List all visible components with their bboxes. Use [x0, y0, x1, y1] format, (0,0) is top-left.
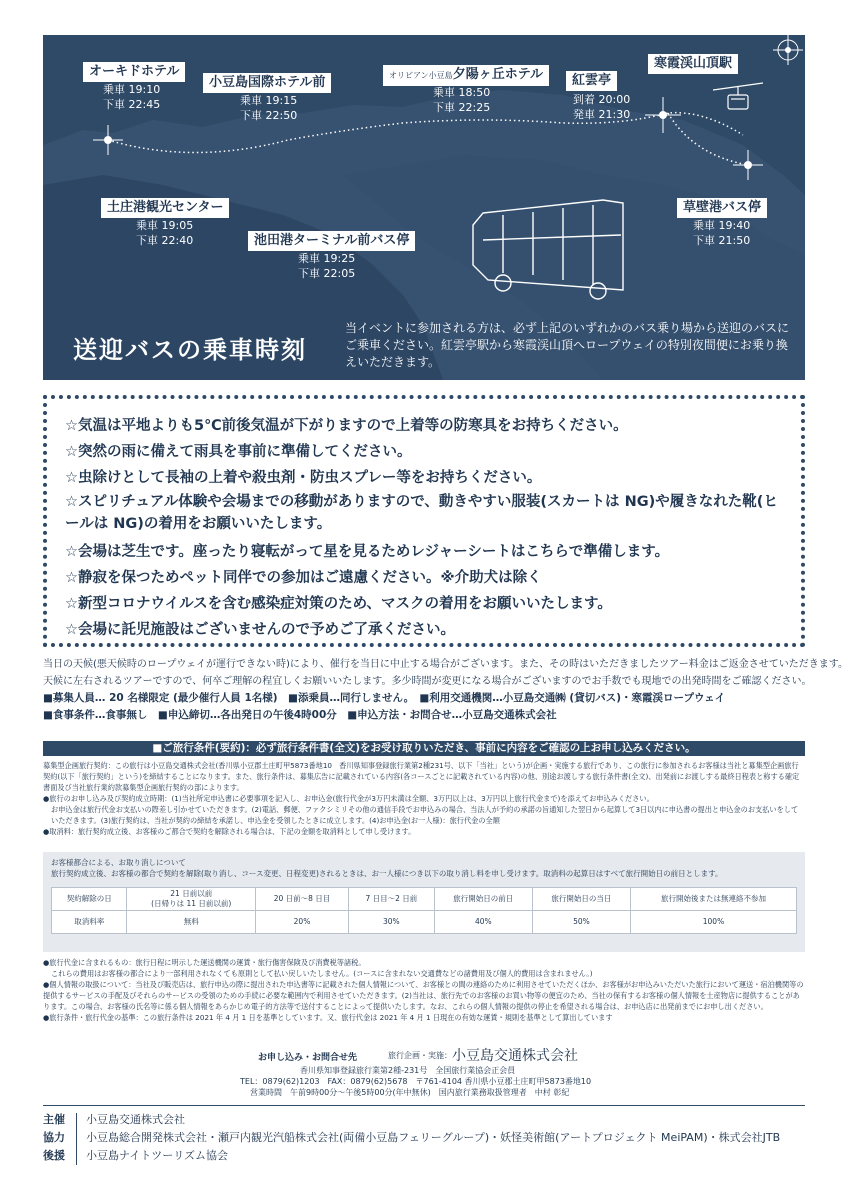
table-cell: 30% [348, 911, 434, 934]
table-cell: 旅行開始日の前日 [434, 888, 532, 911]
info-line-recruit: ■募集人員… 20 名様限定 (最少催行人員 1名様) ■添乗員…同行しません。 ■利用交通機関…小豆島交通㈱ (貸切バス)・寒霞渓ロープウェイ [43, 692, 726, 704]
note-item: ☆スピリチュアル体験や会場までの移動がありますので、動きやすい服装(スカートは NG)や履きなれた靴(ヒールは NG)の着用をお願いいたします。 [65, 494, 778, 532]
note-item: ☆突然の雨に備えて雨具を事前に準備してください。 [65, 444, 412, 460]
contact-company: 小豆島交通株式会社 [452, 1048, 578, 1064]
table-cell: 無料 [127, 911, 256, 934]
table-cell: 旅行開始後または無連絡不参加 [630, 888, 796, 911]
ropeway-icon [713, 83, 763, 109]
table-row [52, 888, 797, 911]
stop-times-yuhigaoka: 乗車 18:50 下車 22:25 [433, 86, 491, 114]
contact-tel: TEL：0879(62)1203 FAX：0879(62)5678 〒761-4104 香川県小豆郡土庄町甲5873番地10 [240, 1077, 592, 1086]
stop-name-tonosho: 土庄港観光センター [101, 198, 229, 218]
note-item: ☆会場に託児施設はございませんので予めご了承ください。 [65, 622, 455, 638]
stop-times-kokusai: 乗車 19:15 下車 22:50 [240, 94, 298, 122]
table-cell: 40% [434, 911, 532, 934]
stop-times-kounteitei: 到着 20:00 発車 21:30 [573, 93, 631, 121]
host-text: 小豆島交通株式会社 [86, 1113, 185, 1126]
stop-name-orchid: オーキドホテル [83, 62, 185, 82]
note-item: ☆虫除けとして長袖の上着や殺虫剤・防虫スプレー等をお持ちください。 [65, 470, 542, 486]
cancellation-table [51, 887, 797, 934]
table-cell: 100% [630, 911, 796, 934]
table-cell: 20% [256, 911, 349, 934]
conditions-header: ■ご旅行条件(要約)：必ず旅行条件書(全文)をお受け取りいただき、事前に内容をご確認の上お申し込みください。 [43, 741, 805, 756]
table-cell: 取消料率 [52, 911, 127, 934]
stop-times-orchid: 乗車 19:10 下車 22:45 [103, 83, 161, 111]
host-label: 主催 [43, 1113, 65, 1126]
table-cell: 7 日目～2 日前 [348, 888, 434, 911]
map-title: 送迎バスの乗車時刻 [73, 336, 307, 364]
note-item: ☆静寂を保つためペット同伴での参加はご遠慮ください。※介助犬は除く [65, 570, 542, 586]
stop-name-kokusai: 小豆島国際ホテル前 [203, 73, 331, 93]
coop-label: 協力 [43, 1131, 65, 1144]
stop-times-kusakabe: 乗車 19:40 下車 21:50 [693, 219, 751, 247]
stop-name-ikeda: 池田港ターミナル前バス停 [248, 231, 415, 251]
contact-inquiry-label: お申し込み・お問合せ先 [258, 1053, 358, 1063]
stop-name-kankakei: 寒霞渓山頂駅 [648, 54, 738, 74]
stop-name-kounteitei: 紅雲亭 [566, 71, 617, 91]
conditions-text-2: ●旅行代金に含まれるもの：旅行日程に明示した運送機関の運賃・旅行傷害保険及び消費税等諸税。 これらの費用はお客様の都合により一部利用されなくても原則として払い戻しいたしません。(コースに含まれない交通費などの諸費用及び個人的費用は含まれません。) ●個人情報の取扱について：当社及び販売店は、旅行申込の際に提出された申込書等に記載された個人情報について、お客様との間の連絡のために利用させていただくほか、お客様がお申込みいただいた旅行において運送・宿泊機関等の提供するサービスの手配及びそれらのサービスの受領のための手続に必要な範囲内で利用させていただきます。(2)当社は、旅行先でのお客様のお買い物等の便宜のため、当社の保有するお客様の個人情報を土産物店に提供することがあります。この場合、お客様の氏名等に係る個人情報をあらかじめ電子的方法等で送付することによって提供いたします。なお、これらの個人情報の提供の停止を希望される場合は、お申込店に出発前までにお申し出ください。 ●旅行条件・旅行代金の基準：この旅行条件は 2021 年 4 月 1 日を基準としています。又、旅行代金は 2021 年 4 月 1 日現在の有効な運賃・規則を基準として算出しています [43, 958, 804, 1022]
contact-hours: 営業時間 午前9時00分～午後5時00分(年中無休) 国内旅行業務取扱管理者 中村 彰紀 [250, 1088, 570, 1097]
bus-map-panel [43, 35, 805, 380]
cancellation-box [43, 852, 805, 952]
note-item: ☆新型コロナウイルスを含む感染症対策のため、マスクの着用をお願いいたします。 [65, 596, 612, 612]
cancellation-heading: お客様都合による、お取り消しについて 旅行契約成立後、お客様の都合で契約を解除(取り消し、コース変更、日程変更)されるときは、お一人様につき以下の取り消し料を申し受けます。取消料の起算日はすべて旅行開始日の前日とします。 [51, 858, 723, 878]
stop-name-yuhigaoka: オリビアン小豆島夕陽ヶ丘ホテル [383, 65, 549, 86]
map-description: 当イベントに参加される方は、必ず上記のいずれかのバス乗り場から送迎のバスにご乗車ください。紅雲亭駅から寒霞渓山頂へロープウェイの特別夜間便にお乗り換えいただきます。 [345, 321, 790, 369]
sponsor-vertical-divider [76, 1113, 77, 1165]
info-line-weather: 当日の天候(悪天候時のロープウェイが運行できない時)により、催行を当日に中止する場合がございます。また、その時はいただきましたツアー料金はご返金させていただきます。 [43, 659, 848, 670]
support-label: 後援 [43, 1149, 65, 1162]
table-cell: 旅行開始日の当日 [532, 888, 630, 911]
contact-planning-label: 旅行企画・実施： [388, 1051, 452, 1060]
table-cell: 20 日前～8 日目 [256, 888, 349, 911]
sponsor-divider [43, 1105, 805, 1106]
table-row [52, 911, 797, 934]
conditions-text: 募集型企画旅行契約：この旅行は小豆島交通株式会社(香川県小豆郡土庄町甲5873番地10 香川県知事登録旅行業第2種231号、以下「当社」という)が企画・実施する旅行であり、この旅行に参加されるお客様は当社と募集型企画旅行契約(以下「旅行契約」という)を締結することになります。また、旅行条件は、募集広告に記載されている内容(各コースごとに記載されている内容)の他、別途お渡しする旅行条件書(全文)、出発前にお渡しする最終日程表と称する確定書面及び当社旅行業約款募集型企画旅行契約の部によります。 ●旅行のお申し込み及び契約成立時期：(1)当社所定申込書に必要事項を記入し、お申込金(旅行代金が3万円未満は全額、3万円以上は、3万円以上旅行代金まで)を添えてお申込みください。 お申込金は旅行代金お支払いの際差し引かせていただきます。(2)電話、郵便、ファクシミリその他の通信手段でお申込みの場合、当法人が予約の承諾の旨通知した翌日から起算して3日以内に申込書の提出と申込金のお支払いをしていただきます。(3)旅行契約は、当社が契約の締結を承諾し、申込金を受領したときに成立します。(4)お申込金(お一人様)：旅行代金の全額 ●取消料：旅行契約成立後、お客様のご都合で契約を解除される場合は、下記の金額を取消料として申し受けます。 [43, 761, 800, 836]
table-cell: 21 日前以前 (日帰りは 11 日前以前) [127, 888, 256, 911]
support-text: 小豆島ナイトツーリズム協会 [86, 1149, 229, 1162]
stop-times-ikeda: 乗車 19:25 下車 22:05 [298, 252, 356, 280]
table-cell: 契約解除の日 [52, 888, 127, 911]
note-item: ☆会場は芝生です。座ったり寝転がって星を見るためレジャーシートはこちらで準備します。 [65, 544, 670, 560]
table-cell: 50% [532, 911, 630, 934]
coop-text: 小豆島総合開発株式会社・瀬戸内観光汽船株式会社(両備小豆島フェリーグループ)・妖怪美術館(アートプロジェクト MeiPAM)・株式会社JTB [86, 1131, 781, 1144]
contact-registration: 香川県知事登録旅行業第2種-231号 全国旅行業協会正会員 [300, 1066, 516, 1075]
stop-name-kusakabe: 草壁港バス停 [677, 198, 767, 218]
notes-box [43, 395, 805, 647]
info-line-schedule: 天候に左右されるツアーですので、何卒ご理解の程宜しくお願いいたします。多少時間が変更になる場合がございますのでお手数でも現地での出発時間をご確認ください。 [43, 676, 812, 687]
stop-times-tonosho: 乗車 19:05 下車 22:40 [136, 219, 194, 247]
note-item: ☆気温は平地よりも5℃前後気温が下がりますので上着等の防寒具をお持ちください。 [65, 418, 628, 434]
info-line-meal: ■食事条件…食事無し ■申込締切…各出発日の午後4時00分 ■申込方法・お問合せ…小豆島交通株式会社 [43, 709, 557, 721]
